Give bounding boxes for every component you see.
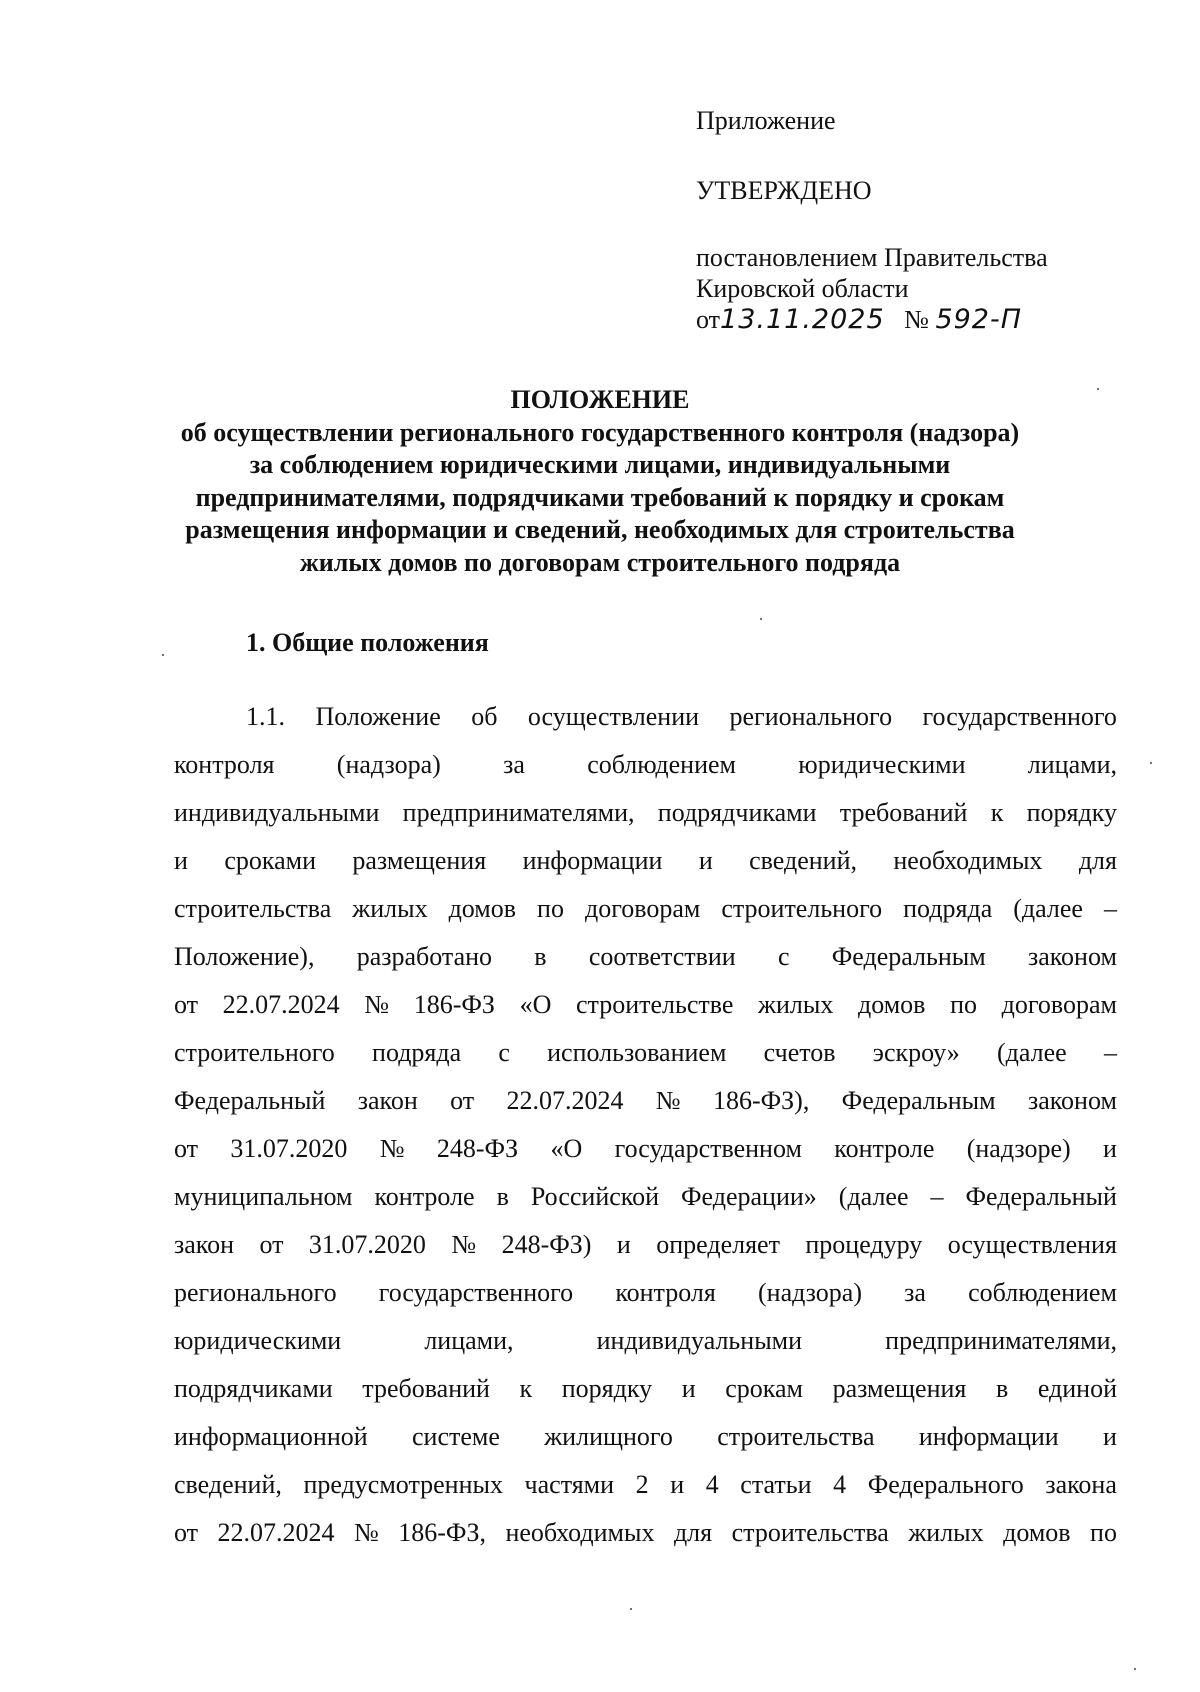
word: и bbox=[616, 1230, 631, 1259]
word: порядку bbox=[561, 1374, 653, 1403]
paragraph-line-words bbox=[174, 1173, 1117, 1221]
word: – bbox=[1103, 894, 1117, 923]
word: подряда bbox=[372, 1038, 462, 1067]
section-heading: 1. Общие положения bbox=[246, 628, 489, 657]
word: осуществления bbox=[947, 1230, 1117, 1259]
title-line: за соблюдением юридическими лицами, индивидуальными bbox=[249, 450, 951, 479]
word: № bbox=[655, 1086, 681, 1115]
word: 248-ФЗ) bbox=[501, 1230, 592, 1259]
word: к bbox=[519, 1374, 533, 1403]
word: для bbox=[673, 1518, 713, 1547]
word: соответствии bbox=[588, 942, 736, 971]
word: закон bbox=[357, 1086, 418, 1115]
word: Федеральный bbox=[174, 1086, 326, 1115]
word: регионального bbox=[174, 1278, 337, 1307]
word: определяет bbox=[656, 1230, 780, 1259]
word: закон bbox=[174, 1230, 235, 1259]
word: за bbox=[503, 750, 525, 779]
word: «О bbox=[550, 1134, 583, 1163]
word: и bbox=[681, 1374, 696, 1403]
word: – bbox=[1103, 1038, 1117, 1067]
paragraph-line-words bbox=[246, 693, 1117, 741]
word: Положение bbox=[315, 702, 441, 731]
word: сроками bbox=[224, 846, 316, 875]
paragraph-line-words bbox=[174, 837, 1117, 885]
word: и bbox=[1103, 1422, 1117, 1451]
paragraph-line bbox=[174, 1125, 1117, 1173]
word: и bbox=[1103, 1134, 1117, 1163]
word: подрядчиками bbox=[174, 1374, 333, 1403]
scan-speck bbox=[1134, 1668, 1136, 1670]
paragraph-line-words bbox=[174, 1269, 1117, 1317]
word: юридическими bbox=[174, 1326, 342, 1355]
word: индивидуальными bbox=[174, 798, 380, 827]
word: № bbox=[451, 1230, 477, 1259]
word: домов bbox=[1003, 1518, 1071, 1547]
paragraph-line bbox=[174, 1221, 1117, 1269]
word: Положение), bbox=[174, 942, 315, 971]
word: соблюдением bbox=[968, 1278, 1117, 1307]
handwritten-number: 592-П bbox=[935, 304, 1023, 335]
word: информации bbox=[918, 1422, 1059, 1451]
word: государственного bbox=[922, 702, 1117, 731]
word: государственного bbox=[378, 1278, 574, 1307]
paragraph-line-words bbox=[174, 1413, 1117, 1461]
word: 186-ФЗ bbox=[413, 990, 495, 1019]
title-line: жилых домов по договорам строительного подряда bbox=[299, 547, 901, 577]
word: Федеральным bbox=[841, 1086, 996, 1115]
word: в bbox=[995, 1374, 1009, 1403]
paragraph-line bbox=[174, 1173, 1117, 1221]
word: к bbox=[990, 798, 1004, 827]
approved-by-line-1: постановлением Правительства bbox=[696, 243, 1048, 272]
word: Федеральным bbox=[831, 942, 986, 971]
word: использованием bbox=[547, 1038, 727, 1067]
word: строительного bbox=[721, 894, 883, 923]
word: контроле bbox=[374, 1182, 475, 1211]
paragraph-line-words bbox=[174, 1461, 1117, 1509]
paragraph-line bbox=[174, 693, 1117, 741]
paragraph-line bbox=[174, 1317, 1117, 1365]
word: и bbox=[174, 846, 188, 875]
word: лицами, bbox=[424, 1326, 514, 1355]
word: статьи bbox=[740, 1470, 812, 1499]
word: домов bbox=[858, 990, 926, 1019]
word: для bbox=[1078, 846, 1117, 875]
word: размещения bbox=[832, 1374, 967, 1403]
word: 186-ФЗ), bbox=[712, 1086, 810, 1115]
word: № bbox=[353, 1518, 379, 1547]
word: размещения bbox=[352, 846, 487, 875]
paragraph-line-words bbox=[174, 933, 1117, 981]
word: эскроу» bbox=[872, 1038, 960, 1067]
word: (надзоре) bbox=[966, 1134, 1071, 1163]
word: сведений, bbox=[174, 1470, 282, 1499]
paragraph-line-words bbox=[174, 885, 1117, 933]
word: жилищного bbox=[544, 1422, 673, 1451]
word: «О bbox=[519, 990, 552, 1019]
paragraph-line-words bbox=[174, 1317, 1117, 1365]
word: домов bbox=[448, 894, 517, 923]
handwritten-date: 13.11.2025 bbox=[720, 304, 885, 335]
appendix-label: Приложение bbox=[696, 106, 836, 135]
word: предпринимателями, bbox=[885, 1326, 1117, 1355]
scan-speck bbox=[162, 654, 164, 656]
word: строительстве bbox=[575, 990, 734, 1019]
word: 31.07.2020 bbox=[308, 1230, 426, 1259]
word: системе bbox=[412, 1422, 500, 1451]
paragraph-line-words bbox=[174, 741, 1117, 789]
paragraph-line-words bbox=[174, 1029, 1117, 1077]
word: процедуру bbox=[805, 1230, 923, 1259]
word: жилых bbox=[352, 894, 428, 923]
word: 4 bbox=[833, 1470, 847, 1499]
word: контроля bbox=[174, 750, 275, 779]
word: Федерального bbox=[867, 1470, 1024, 1499]
word: законом bbox=[1027, 1086, 1117, 1115]
word: об bbox=[471, 702, 498, 731]
word: подряда bbox=[903, 894, 993, 923]
word: муниципальном bbox=[174, 1182, 353, 1211]
word: в bbox=[534, 942, 547, 971]
paragraph-line bbox=[174, 837, 1117, 885]
word: 4 bbox=[705, 1470, 719, 1499]
word: контроле bbox=[834, 1134, 935, 1163]
word: разработано bbox=[356, 942, 493, 971]
word: (далее bbox=[1013, 894, 1083, 923]
word: единой bbox=[1037, 1374, 1117, 1403]
word: № bbox=[364, 990, 390, 1019]
paragraph-line bbox=[174, 741, 1117, 789]
word: (надзора) bbox=[758, 1278, 862, 1307]
word: строительства bbox=[717, 1422, 875, 1451]
word: 2 bbox=[635, 1470, 649, 1499]
word: (далее bbox=[997, 1038, 1067, 1067]
word: индивидуальными bbox=[596, 1326, 803, 1355]
paragraph-line bbox=[174, 885, 1117, 933]
word: 31.07.2020 bbox=[230, 1134, 348, 1163]
paragraph-line bbox=[174, 1365, 1117, 1413]
paragraph-line-words bbox=[174, 1509, 1117, 1557]
paragraph-line bbox=[174, 933, 1117, 981]
paragraph-line bbox=[174, 1413, 1117, 1461]
word: жилых bbox=[908, 1518, 984, 1547]
scan-speck bbox=[1150, 762, 1152, 764]
word: 248-ФЗ bbox=[436, 1134, 519, 1163]
paragraph-line-words bbox=[174, 1125, 1117, 1173]
word: регионального bbox=[729, 702, 893, 731]
scan-speck bbox=[1097, 388, 1099, 390]
word: и bbox=[698, 846, 713, 875]
word: информации bbox=[522, 846, 663, 875]
word: по bbox=[950, 990, 978, 1019]
word: с bbox=[498, 1038, 510, 1067]
paragraph-line-words bbox=[174, 1365, 1117, 1413]
word: договорам bbox=[1001, 990, 1117, 1019]
word: (надзора) bbox=[336, 750, 441, 779]
word: (далее bbox=[838, 1182, 909, 1211]
word: контроля bbox=[615, 1278, 716, 1307]
paragraph-line-words bbox=[174, 789, 1117, 837]
word: порядку bbox=[1026, 798, 1117, 827]
word: сведений, bbox=[749, 846, 857, 875]
word: 186-ФЗ, bbox=[398, 1518, 486, 1547]
word: от bbox=[259, 1230, 284, 1259]
word: от bbox=[174, 1134, 199, 1163]
paragraph-line bbox=[174, 1269, 1117, 1317]
word: осуществлении bbox=[527, 702, 700, 731]
paragraph-line bbox=[174, 981, 1117, 1029]
word: по bbox=[537, 894, 564, 923]
title-line: предпринимателями, подрядчиками требований к порядку и срокам bbox=[195, 482, 1005, 512]
word: Федерации» bbox=[681, 1182, 817, 1211]
paragraph-line bbox=[174, 789, 1117, 837]
title-line: об осуществлении регионального государственного контроля (надзора) bbox=[180, 417, 1020, 447]
decree-number-line bbox=[696, 304, 1022, 335]
word: № bbox=[379, 1134, 405, 1163]
word: подрядчиками bbox=[657, 798, 817, 827]
word: строительного bbox=[174, 1038, 335, 1067]
word: закона bbox=[1045, 1470, 1117, 1499]
document-title bbox=[150, 384, 1050, 579]
word: счетов bbox=[763, 1038, 836, 1067]
approved-label: УТВЕРЖДЕНО bbox=[696, 176, 872, 205]
paragraph-line-words bbox=[174, 981, 1117, 1029]
word: от bbox=[174, 990, 199, 1019]
paragraph-line bbox=[174, 1077, 1117, 1125]
word: с bbox=[777, 942, 790, 971]
word: по bbox=[1090, 1518, 1117, 1547]
word: необходимых bbox=[893, 846, 1043, 875]
word: соблюдением bbox=[587, 750, 736, 779]
scan-speck bbox=[630, 1608, 632, 1610]
from-prefix: от bbox=[696, 305, 721, 334]
word: жилых bbox=[758, 990, 834, 1019]
paragraph-line-words bbox=[174, 1077, 1117, 1125]
number-prefix: № bbox=[904, 305, 929, 334]
word: 22.07.2024 bbox=[217, 1518, 335, 1547]
word: требований bbox=[839, 798, 968, 827]
word: Российской bbox=[530, 1182, 659, 1211]
word: строительства bbox=[174, 894, 332, 923]
word: законом bbox=[1027, 942, 1117, 971]
word: требований bbox=[362, 1374, 490, 1403]
word: договорам bbox=[584, 894, 701, 923]
approved-by-line-2: Кировской области bbox=[696, 274, 909, 303]
word: лицами, bbox=[1027, 750, 1117, 779]
word: и bbox=[670, 1470, 685, 1499]
word: строительства bbox=[731, 1518, 889, 1547]
word: 1.1. bbox=[246, 702, 285, 731]
title-line: размещения информации и сведений, необходимых для строительства bbox=[185, 515, 1015, 544]
word: Федеральный bbox=[965, 1182, 1117, 1211]
word: срокам bbox=[725, 1374, 803, 1403]
word: необходимых bbox=[505, 1518, 655, 1547]
paragraph-body bbox=[174, 693, 1117, 1557]
word: предусмотренных bbox=[303, 1470, 503, 1499]
word: 22.07.2024 bbox=[506, 1086, 624, 1115]
word: частями bbox=[524, 1470, 615, 1499]
word: от bbox=[450, 1086, 475, 1115]
paragraph-line-words bbox=[174, 1221, 1117, 1269]
scan-speck bbox=[760, 618, 762, 620]
word: от bbox=[174, 1518, 199, 1547]
word: информационной bbox=[174, 1422, 368, 1451]
word: юридическими bbox=[798, 750, 966, 779]
word: в bbox=[496, 1182, 509, 1211]
title-heading: ПОЛОЖЕНИЕ bbox=[510, 385, 690, 414]
paragraph-line bbox=[174, 1461, 1117, 1509]
word: предпринимателями, bbox=[402, 798, 635, 827]
paragraph-line bbox=[174, 1029, 1117, 1077]
paragraph-line bbox=[174, 1509, 1117, 1557]
word: государственном bbox=[614, 1134, 802, 1163]
word: 22.07.2024 bbox=[222, 990, 340, 1019]
word: за bbox=[904, 1278, 926, 1307]
word: – bbox=[930, 1182, 944, 1211]
